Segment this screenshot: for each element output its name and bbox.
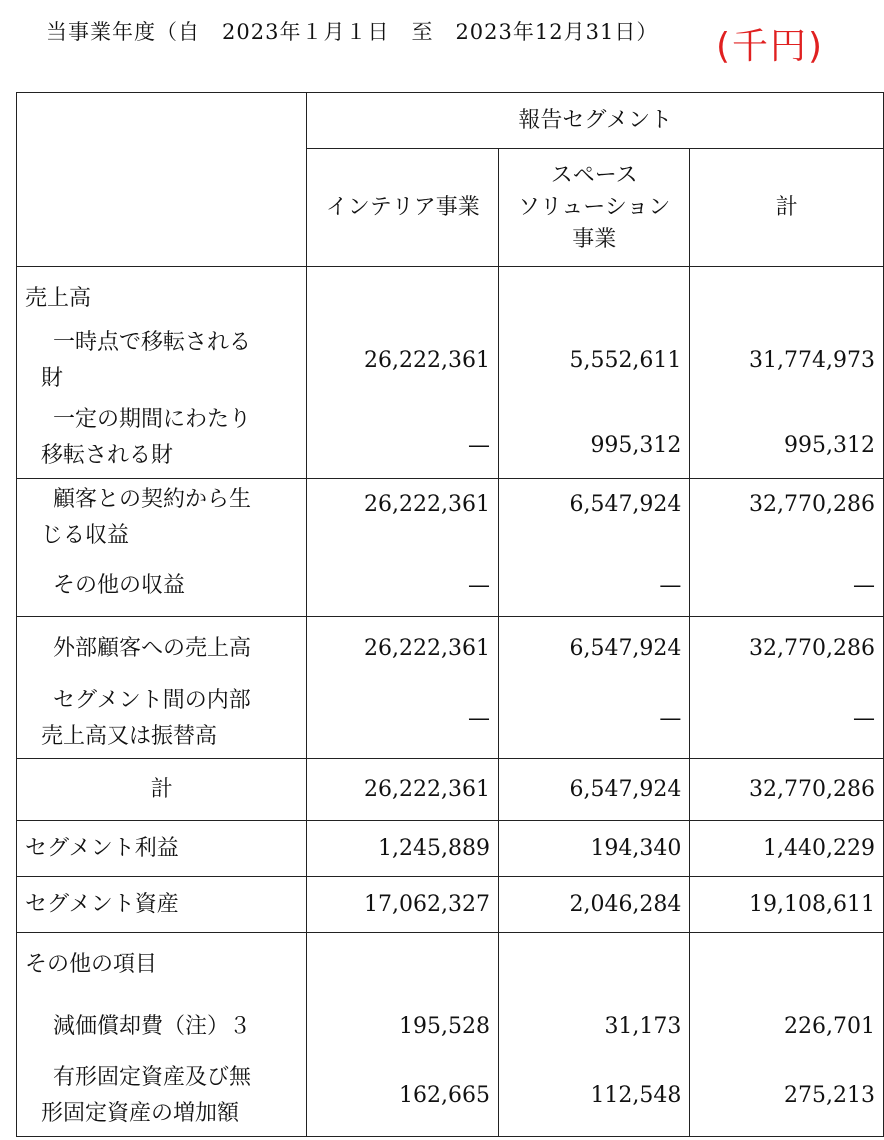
header-col-space-solution [498,149,689,267]
cell-value: 112,548 [498,1057,689,1137]
table-row [17,997,884,1057]
cell-value: 1,245,889 [307,821,499,877]
row-label-other-revenue: その他の収益 [17,557,307,617]
table-row [17,1057,884,1137]
header-col-total: 計 [690,149,884,267]
cell-value: — [690,681,884,759]
cell-value: 195,528 [307,997,499,1057]
table-row [17,617,884,681]
row-label-depreciation: 減価償却費（注）３ [17,997,307,1057]
unit-handwritten-annotation: (千円) [716,26,825,67]
label-line: 一時点で移転される [53,329,252,355]
header-col2-line1: スペース [550,162,638,188]
header-group-reportable-segments: 報告セグメント [307,93,884,149]
label-line: 有形固定資産及び無 [53,1065,252,1091]
table-row [17,267,884,323]
header-col2-line3: 事業 [572,226,617,252]
cell-value: 19,108,611 [690,877,884,933]
label-line: 一定の期間にわたり [53,407,252,433]
row-label-capex [17,1057,307,1137]
row-label-total: 計 [17,759,307,821]
cell-value: 32,770,286 [690,479,884,557]
cell-value: — [690,557,884,617]
cell-value: — [498,681,689,759]
cell-value: 2,046,284 [498,877,689,933]
cell-value: 31,173 [498,997,689,1057]
cell-value: 5,552,611 [498,323,689,399]
cell-value: 226,701 [690,997,884,1057]
row-label-segment-profit: セグメント利益 [17,821,307,877]
label-line: 形固定資産の増加額 [41,1101,240,1127]
label-line: じる収益 [41,522,130,548]
label-line: セグメント間の内部 [53,688,251,714]
cell-value: 194,340 [498,821,689,877]
page-title: 当事業年度（自 2023年１月１日 至 2023年12月31日） [46,20,659,44]
cell-value: 6,547,924 [498,759,689,821]
cell-value: 995,312 [498,399,689,479]
cell-value: 32,770,286 [690,617,884,681]
cell-value: 995,312 [690,399,884,479]
cell-value: 1,440,229 [690,821,884,877]
cell-value: 32,770,286 [690,759,884,821]
cell-value: — [307,681,499,759]
cell-value: — [498,557,689,617]
table-row [17,681,884,759]
table-row [17,323,884,399]
cell-value: 162,665 [307,1057,499,1137]
label-line: 財 [41,365,64,391]
table-row [17,933,884,997]
header-col2-line2: ソリューション [517,194,671,220]
cell-value: 26,222,361 [307,759,499,821]
table-row [17,399,884,479]
cell-value: 6,547,924 [498,479,689,557]
table-row [17,479,884,557]
row-label-point-in-time [17,323,307,399]
header-col-interior: インテリア事業 [307,149,499,267]
table-row [17,557,884,617]
row-label-external-sales: 外部顧客への売上高 [17,617,307,681]
header-blank-cell [17,93,307,267]
cell-value: 275,213 [690,1057,884,1137]
row-label-intersegment [17,681,307,759]
row-label-contract-revenue [17,479,307,557]
cell-value: 26,222,361 [307,479,499,557]
cell-value: 31,774,973 [690,323,884,399]
cell-value: — [307,557,499,617]
segment-table [16,92,884,1137]
label-line: 売上高又は振替高 [41,724,218,750]
label-line: 顧客との契約から生 [53,486,252,512]
cell-value: 6,547,924 [498,617,689,681]
row-label-segment-assets: セグメント資産 [17,877,307,933]
label-line: 移転される財 [41,443,174,469]
cell-value: — [307,399,499,479]
row-label-other-items: その他の項目 [17,933,307,997]
row-label-sales: 売上高 [17,267,307,323]
cell-value: 26,222,361 [307,323,499,399]
row-label-over-time [17,399,307,479]
table-row [17,877,884,933]
table-row [17,821,884,877]
cell-value: 26,222,361 [307,617,499,681]
cell-value: 17,062,327 [307,877,499,933]
table-row [17,759,884,821]
